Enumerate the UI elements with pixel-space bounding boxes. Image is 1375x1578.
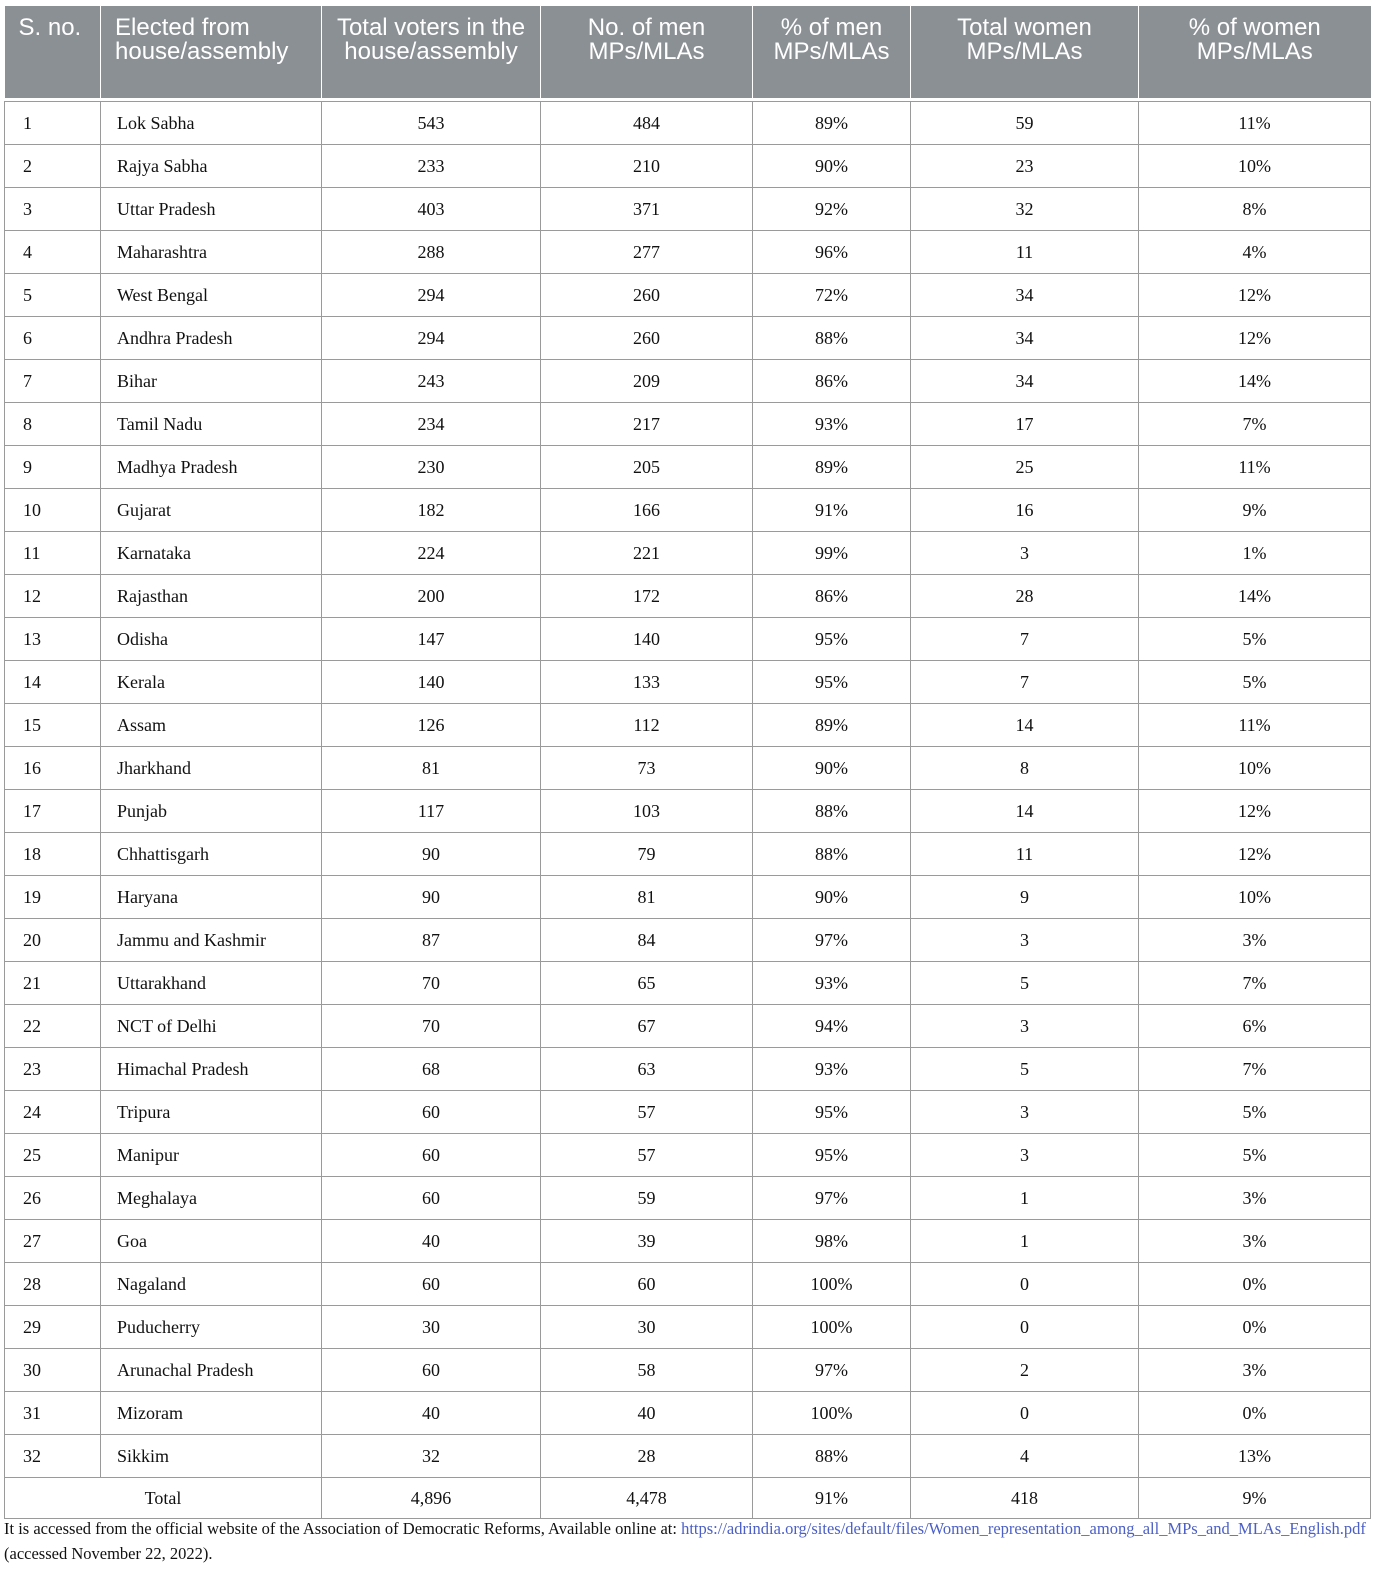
men-count-cell: 209 [541, 360, 753, 403]
table-row [5, 1306, 1371, 1349]
serial-number-cell: 25 [5, 1134, 101, 1177]
men-count-cell: 484 [541, 102, 753, 145]
men-count-cell: 63 [541, 1048, 753, 1091]
men-count-cell: 260 [541, 274, 753, 317]
men-percent-cell: 88% [753, 1435, 911, 1478]
table-container [4, 6, 1370, 1519]
table-row [5, 1263, 1371, 1306]
men-percent-cell: 98% [753, 1220, 911, 1263]
house-name-cell: Jharkhand [101, 747, 322, 790]
footnote-accessed: (accessed November 22, 2022). [4, 1544, 213, 1563]
women-count-cell: 14 [911, 790, 1139, 833]
house-name-cell: Himachal Pradesh [101, 1048, 322, 1091]
men-count-cell: 210 [541, 145, 753, 188]
women-percent-cell: 7% [1139, 403, 1371, 446]
women-count-cell: 4 [911, 1435, 1139, 1478]
women-count-cell: 1 [911, 1177, 1139, 1220]
total-voters-cell: 30 [322, 1306, 541, 1349]
total-men-percent: 91% [753, 1478, 911, 1519]
table-body [5, 102, 1371, 1519]
women-percent-cell: 0% [1139, 1392, 1371, 1435]
serial-number-cell: 13 [5, 618, 101, 661]
men-count-cell: 371 [541, 188, 753, 231]
header-serial-number: S. no. [5, 6, 101, 98]
serial-number-cell: 24 [5, 1091, 101, 1134]
women-count-cell: 23 [911, 145, 1139, 188]
men-count-cell: 40 [541, 1392, 753, 1435]
total-voters-cell: 243 [322, 360, 541, 403]
table-row [5, 1392, 1371, 1435]
serial-number-cell: 17 [5, 790, 101, 833]
footnote [4, 1516, 1366, 1566]
total-voters-cell: 140 [322, 661, 541, 704]
total-voters-cell: 294 [322, 317, 541, 360]
men-percent-cell: 89% [753, 102, 911, 145]
men-percent-cell: 89% [753, 704, 911, 747]
table-row [5, 790, 1371, 833]
serial-number-cell: 12 [5, 575, 101, 618]
total-label: Total [5, 1478, 322, 1519]
men-percent-cell: 93% [753, 1048, 911, 1091]
men-count-cell: 67 [541, 1005, 753, 1048]
table-row [5, 1134, 1371, 1177]
men-count-cell: 60 [541, 1263, 753, 1306]
women-count-cell: 14 [911, 704, 1139, 747]
serial-number-cell: 18 [5, 833, 101, 876]
table-row [5, 1220, 1371, 1263]
total-voters-cell: 90 [322, 876, 541, 919]
men-percent-cell: 92% [753, 188, 911, 231]
house-name-cell: Rajasthan [101, 575, 322, 618]
total-voters-cell: 60 [322, 1263, 541, 1306]
total-men: 4,478 [541, 1478, 753, 1519]
house-name-cell: Madhya Pradesh [101, 446, 322, 489]
women-percent-cell: 11% [1139, 704, 1371, 747]
serial-number-cell: 22 [5, 1005, 101, 1048]
men-count-cell: 79 [541, 833, 753, 876]
serial-number-cell: 14 [5, 661, 101, 704]
total-voters-cell: 294 [322, 274, 541, 317]
men-percent-cell: 90% [753, 747, 911, 790]
serial-number-cell: 3 [5, 188, 101, 231]
total-voters-cell: 60 [322, 1177, 541, 1220]
data-table [4, 6, 1371, 1519]
house-name-cell: Lok Sabha [101, 102, 322, 145]
men-percent-cell: 97% [753, 1349, 911, 1392]
men-count-cell: 57 [541, 1134, 753, 1177]
table-row [5, 747, 1371, 790]
total-voters-cell: 147 [322, 618, 541, 661]
total-voters-cell: 87 [322, 919, 541, 962]
serial-number-cell: 29 [5, 1306, 101, 1349]
house-name-cell: Manipur [101, 1134, 322, 1177]
table-row [5, 962, 1371, 1005]
women-percent-cell: 1% [1139, 532, 1371, 575]
women-count-cell: 28 [911, 575, 1139, 618]
men-percent-cell: 90% [753, 876, 911, 919]
men-percent-cell: 94% [753, 1005, 911, 1048]
women-count-cell: 3 [911, 1134, 1139, 1177]
men-count-cell: 30 [541, 1306, 753, 1349]
men-percent-cell: 95% [753, 618, 911, 661]
women-count-cell: 9 [911, 876, 1139, 919]
men-count-cell: 140 [541, 618, 753, 661]
men-count-cell: 73 [541, 747, 753, 790]
men-percent-cell: 91% [753, 489, 911, 532]
table-row [5, 317, 1371, 360]
serial-number-cell: 23 [5, 1048, 101, 1091]
men-percent-cell: 88% [753, 317, 911, 360]
women-percent-cell: 10% [1139, 145, 1371, 188]
women-percent-cell: 14% [1139, 575, 1371, 618]
men-percent-cell: 97% [753, 919, 911, 962]
total-voters-cell: 234 [322, 403, 541, 446]
table-header [5, 6, 1371, 102]
table-row [5, 833, 1371, 876]
total-voters-cell: 40 [322, 1392, 541, 1435]
house-name-cell: Uttar Pradesh [101, 188, 322, 231]
men-percent-cell: 72% [753, 274, 911, 317]
women-percent-cell: 7% [1139, 962, 1371, 1005]
women-percent-cell: 0% [1139, 1306, 1371, 1349]
men-count-cell: 166 [541, 489, 753, 532]
total-voters-cell: 403 [322, 188, 541, 231]
table-row [5, 532, 1371, 575]
house-name-cell: Assam [101, 704, 322, 747]
house-name-cell: Mizoram [101, 1392, 322, 1435]
women-count-cell: 5 [911, 962, 1139, 1005]
women-count-cell: 8 [911, 747, 1139, 790]
header-men-percent: % of men MPs/MLAs [753, 6, 911, 98]
serial-number-cell: 2 [5, 145, 101, 188]
women-percent-cell: 10% [1139, 876, 1371, 919]
women-percent-cell: 14% [1139, 360, 1371, 403]
total-voters-cell: 60 [322, 1091, 541, 1134]
women-percent-cell: 4% [1139, 231, 1371, 274]
house-name-cell: Odisha [101, 618, 322, 661]
total-voters: 4,896 [322, 1478, 541, 1519]
women-percent-cell: 5% [1139, 1091, 1371, 1134]
men-percent-cell: 95% [753, 1091, 911, 1134]
house-name-cell: Uttarakhand [101, 962, 322, 1005]
house-name-cell: Haryana [101, 876, 322, 919]
house-name-cell: NCT of Delhi [101, 1005, 322, 1048]
men-percent-cell: 100% [753, 1306, 911, 1349]
serial-number-cell: 15 [5, 704, 101, 747]
women-percent-cell: 8% [1139, 188, 1371, 231]
total-voters-cell: 70 [322, 1005, 541, 1048]
house-name-cell: Chhattisgarh [101, 833, 322, 876]
women-percent-cell: 5% [1139, 661, 1371, 704]
house-name-cell: Meghalaya [101, 1177, 322, 1220]
total-row [5, 1478, 1371, 1519]
men-percent-cell: 93% [753, 962, 911, 1005]
women-count-cell: 3 [911, 1091, 1139, 1134]
women-percent-cell: 12% [1139, 317, 1371, 360]
total-voters-cell: 60 [322, 1349, 541, 1392]
women-percent-cell: 10% [1139, 747, 1371, 790]
women-percent-cell: 7% [1139, 1048, 1371, 1091]
footnote-link[interactable]: https://adrindia.org/sites/default/files/Women_representation_among_all_MPs_and_MLAs_English.pdf [681, 1519, 1366, 1538]
men-percent-cell: 99% [753, 532, 911, 575]
men-count-cell: 58 [541, 1349, 753, 1392]
women-count-cell: 0 [911, 1306, 1139, 1349]
serial-number-cell: 4 [5, 231, 101, 274]
women-percent-cell: 11% [1139, 102, 1371, 145]
total-voters-cell: 126 [322, 704, 541, 747]
men-count-cell: 205 [541, 446, 753, 489]
men-percent-cell: 89% [753, 446, 911, 489]
house-name-cell: Kerala [101, 661, 322, 704]
table-row [5, 446, 1371, 489]
men-percent-cell: 86% [753, 360, 911, 403]
table-row [5, 360, 1371, 403]
women-count-cell: 16 [911, 489, 1139, 532]
women-count-cell: 11 [911, 231, 1139, 274]
house-name-cell: Tamil Nadu [101, 403, 322, 446]
women-percent-cell: 12% [1139, 790, 1371, 833]
house-name-cell: Jammu and Kashmir [101, 919, 322, 962]
house-name-cell: Goa [101, 1220, 322, 1263]
serial-number-cell: 1 [5, 102, 101, 145]
house-name-cell: Karnataka [101, 532, 322, 575]
serial-number-cell: 10 [5, 489, 101, 532]
table-row [5, 1177, 1371, 1220]
house-name-cell: Maharashtra [101, 231, 322, 274]
house-name-cell: Tripura [101, 1091, 322, 1134]
total-voters-cell: 200 [322, 575, 541, 618]
women-percent-cell: 0% [1139, 1263, 1371, 1306]
table-row [5, 188, 1371, 231]
total-women: 418 [911, 1478, 1139, 1519]
table-row [5, 403, 1371, 446]
house-name-cell: Gujarat [101, 489, 322, 532]
house-name-cell: Puducherry [101, 1306, 322, 1349]
women-percent-cell: 5% [1139, 618, 1371, 661]
serial-number-cell: 5 [5, 274, 101, 317]
men-count-cell: 133 [541, 661, 753, 704]
house-name-cell: Andhra Pradesh [101, 317, 322, 360]
serial-number-cell: 11 [5, 532, 101, 575]
women-count-cell: 0 [911, 1392, 1139, 1435]
women-percent-cell: 12% [1139, 274, 1371, 317]
total-voters-cell: 68 [322, 1048, 541, 1091]
women-count-cell: 3 [911, 1005, 1139, 1048]
total-voters-cell: 70 [322, 962, 541, 1005]
women-count-cell: 34 [911, 317, 1139, 360]
header-row [5, 6, 1371, 98]
men-percent-cell: 86% [753, 575, 911, 618]
table-row [5, 618, 1371, 661]
women-percent-cell: 13% [1139, 1435, 1371, 1478]
men-count-cell: 260 [541, 317, 753, 360]
table-row [5, 274, 1371, 317]
serial-number-cell: 8 [5, 403, 101, 446]
house-name-cell: Arunachal Pradesh [101, 1349, 322, 1392]
women-count-cell: 1 [911, 1220, 1139, 1263]
table-row [5, 102, 1371, 145]
house-name-cell: West Bengal [101, 274, 322, 317]
house-name-cell: Nagaland [101, 1263, 322, 1306]
serial-number-cell: 28 [5, 1263, 101, 1306]
total-women-percent: 9% [1139, 1478, 1371, 1519]
women-count-cell: 59 [911, 102, 1139, 145]
table-row [5, 876, 1371, 919]
men-percent-cell: 95% [753, 661, 911, 704]
women-count-cell: 2 [911, 1349, 1139, 1392]
women-percent-cell: 6% [1139, 1005, 1371, 1048]
header-women-count: Total women MPs/MLAs [911, 6, 1139, 98]
women-count-cell: 34 [911, 274, 1139, 317]
men-count-cell: 221 [541, 532, 753, 575]
total-voters-cell: 60 [322, 1134, 541, 1177]
total-voters-cell: 40 [322, 1220, 541, 1263]
table-row [5, 704, 1371, 747]
house-name-cell: Punjab [101, 790, 322, 833]
men-count-cell: 112 [541, 704, 753, 747]
men-count-cell: 65 [541, 962, 753, 1005]
serial-number-cell: 30 [5, 1349, 101, 1392]
total-voters-cell: 288 [322, 231, 541, 274]
total-voters-cell: 233 [322, 145, 541, 188]
men-count-cell: 217 [541, 403, 753, 446]
table-row [5, 919, 1371, 962]
total-voters-cell: 230 [322, 446, 541, 489]
total-voters-cell: 90 [322, 833, 541, 876]
serial-number-cell: 7 [5, 360, 101, 403]
women-count-cell: 17 [911, 403, 1139, 446]
serial-number-cell: 26 [5, 1177, 101, 1220]
table-row [5, 1091, 1371, 1134]
men-count-cell: 57 [541, 1091, 753, 1134]
serial-number-cell: 32 [5, 1435, 101, 1478]
women-count-cell: 7 [911, 661, 1139, 704]
women-percent-cell: 12% [1139, 833, 1371, 876]
table-row [5, 1048, 1371, 1091]
table-row [5, 1435, 1371, 1478]
header-total-voters: Total voters in the house/assembly [322, 6, 541, 98]
serial-number-cell: 21 [5, 962, 101, 1005]
total-voters-cell: 81 [322, 747, 541, 790]
men-count-cell: 59 [541, 1177, 753, 1220]
women-count-cell: 32 [911, 188, 1139, 231]
women-percent-cell: 5% [1139, 1134, 1371, 1177]
header-elected-from: Elected from house/assembly [101, 6, 322, 98]
house-name-cell: Sikkim [101, 1435, 322, 1478]
men-count-cell: 277 [541, 231, 753, 274]
table-row [5, 575, 1371, 618]
serial-number-cell: 16 [5, 747, 101, 790]
header-women-percent: % of women MPs/MLAs [1139, 6, 1371, 98]
footnote-text: It is accessed from the official website of the Association of Democratic Reforms, Available online at: [4, 1519, 682, 1538]
men-count-cell: 81 [541, 876, 753, 919]
men-count-cell: 172 [541, 575, 753, 618]
men-percent-cell: 97% [753, 1177, 911, 1220]
women-count-cell: 25 [911, 446, 1139, 489]
women-count-cell: 5 [911, 1048, 1139, 1091]
total-voters-cell: 543 [322, 102, 541, 145]
serial-number-cell: 27 [5, 1220, 101, 1263]
men-count-cell: 103 [541, 790, 753, 833]
women-percent-cell: 11% [1139, 446, 1371, 489]
women-count-cell: 7 [911, 618, 1139, 661]
table-row [5, 145, 1371, 188]
men-count-cell: 28 [541, 1435, 753, 1478]
house-name-cell: Rajya Sabha [101, 145, 322, 188]
women-percent-cell: 3% [1139, 919, 1371, 962]
table-row [5, 231, 1371, 274]
women-count-cell: 34 [911, 360, 1139, 403]
men-percent-cell: 88% [753, 833, 911, 876]
men-percent-cell: 88% [753, 790, 911, 833]
total-voters-cell: 32 [322, 1435, 541, 1478]
table-row [5, 489, 1371, 532]
men-percent-cell: 100% [753, 1263, 911, 1306]
men-percent-cell: 95% [753, 1134, 911, 1177]
men-percent-cell: 93% [753, 403, 911, 446]
men-percent-cell: 90% [753, 145, 911, 188]
men-percent-cell: 100% [753, 1392, 911, 1435]
serial-number-cell: 6 [5, 317, 101, 360]
total-voters-cell: 224 [322, 532, 541, 575]
women-percent-cell: 3% [1139, 1177, 1371, 1220]
serial-number-cell: 19 [5, 876, 101, 919]
women-percent-cell: 3% [1139, 1349, 1371, 1392]
total-voters-cell: 182 [322, 489, 541, 532]
women-count-cell: 0 [911, 1263, 1139, 1306]
table-row [5, 1349, 1371, 1392]
serial-number-cell: 31 [5, 1392, 101, 1435]
women-count-cell: 11 [911, 833, 1139, 876]
table-row [5, 1005, 1371, 1048]
total-voters-cell: 117 [322, 790, 541, 833]
women-percent-cell: 3% [1139, 1220, 1371, 1263]
serial-number-cell: 9 [5, 446, 101, 489]
serial-number-cell: 20 [5, 919, 101, 962]
men-count-cell: 84 [541, 919, 753, 962]
women-count-cell: 3 [911, 919, 1139, 962]
table-row [5, 661, 1371, 704]
men-percent-cell: 96% [753, 231, 911, 274]
women-percent-cell: 9% [1139, 489, 1371, 532]
women-count-cell: 3 [911, 532, 1139, 575]
men-count-cell: 39 [541, 1220, 753, 1263]
house-name-cell: Bihar [101, 360, 322, 403]
header-men-count: No. of men MPs/MLAs [541, 6, 753, 98]
